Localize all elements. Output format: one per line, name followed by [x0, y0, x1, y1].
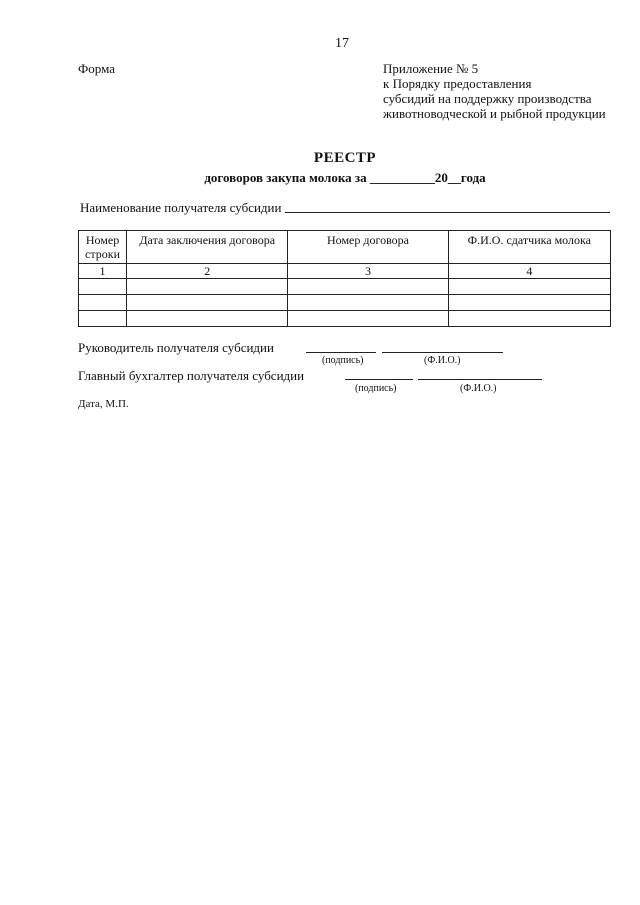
table-cell[interactable] — [448, 279, 610, 295]
head-name-field[interactable] — [382, 352, 503, 353]
document-subtitle: договоров закупа молока за __________20__года — [204, 170, 486, 185]
head-signatory-label: Руководитель получателя субсидии — [78, 340, 274, 355]
recipient-name-field[interactable] — [285, 212, 610, 213]
table-cell[interactable] — [79, 279, 127, 295]
column-number-row — [79, 264, 611, 279]
appendix-line: к Порядку предоставления — [383, 76, 532, 91]
document-title: РЕЕСТР — [313, 150, 377, 166]
column-header-contract-date: Дата заключения договора — [127, 231, 288, 264]
table-row — [79, 311, 611, 327]
table-cell[interactable] — [288, 295, 448, 311]
accountant-signatory-label: Главный бухгалтер получателя субсидии — [78, 368, 305, 383]
table-row — [79, 279, 611, 295]
table-cell[interactable] — [288, 279, 448, 295]
appendix-line: животноводческой и рыбной продукции — [383, 106, 606, 121]
table-row — [79, 295, 611, 311]
accountant-signature-caption: (подпись) — [355, 383, 397, 394]
column-header-supplier-name: Ф.И.О. сдатчика молока — [448, 231, 610, 264]
table-cell[interactable] — [79, 311, 127, 327]
table-cell[interactable] — [448, 295, 610, 311]
table-cell[interactable] — [79, 295, 127, 311]
column-header-row-number: Номер строки — [79, 231, 127, 264]
appendix-line: Приложение № 5 — [383, 61, 479, 76]
page-number: 17 — [335, 36, 349, 51]
recipient-label: Наименование получателя субсидии — [80, 200, 282, 215]
column-number: 3 — [288, 264, 448, 279]
accountant-name-field[interactable] — [418, 379, 542, 380]
accountant-signature-field[interactable] — [345, 379, 413, 380]
table-cell[interactable] — [127, 295, 288, 311]
head-signature-field[interactable] — [306, 352, 376, 353]
table-cell[interactable] — [448, 311, 610, 327]
column-number: 1 — [79, 264, 127, 279]
table-cell[interactable] — [127, 311, 288, 327]
column-number: 2 — [127, 264, 288, 279]
head-signature-caption: (подпись) — [322, 355, 364, 366]
table-cell[interactable] — [288, 311, 448, 327]
form-label: Форма — [78, 61, 115, 76]
table-header-row — [79, 231, 611, 264]
accountant-name-caption: (Ф.И.О.) — [460, 383, 497, 394]
head-name-caption: (Ф.И.О.) — [424, 355, 461, 366]
table-cell[interactable] — [127, 279, 288, 295]
appendix-block — [383, 61, 606, 121]
column-number: 4 — [448, 264, 610, 279]
column-header-contract-number: Номер договора — [288, 231, 448, 264]
registry-table — [78, 230, 611, 327]
appendix-line: субсидий на поддержку производства — [383, 91, 592, 106]
date-stamp-label: Дата, М.П. — [78, 398, 129, 410]
